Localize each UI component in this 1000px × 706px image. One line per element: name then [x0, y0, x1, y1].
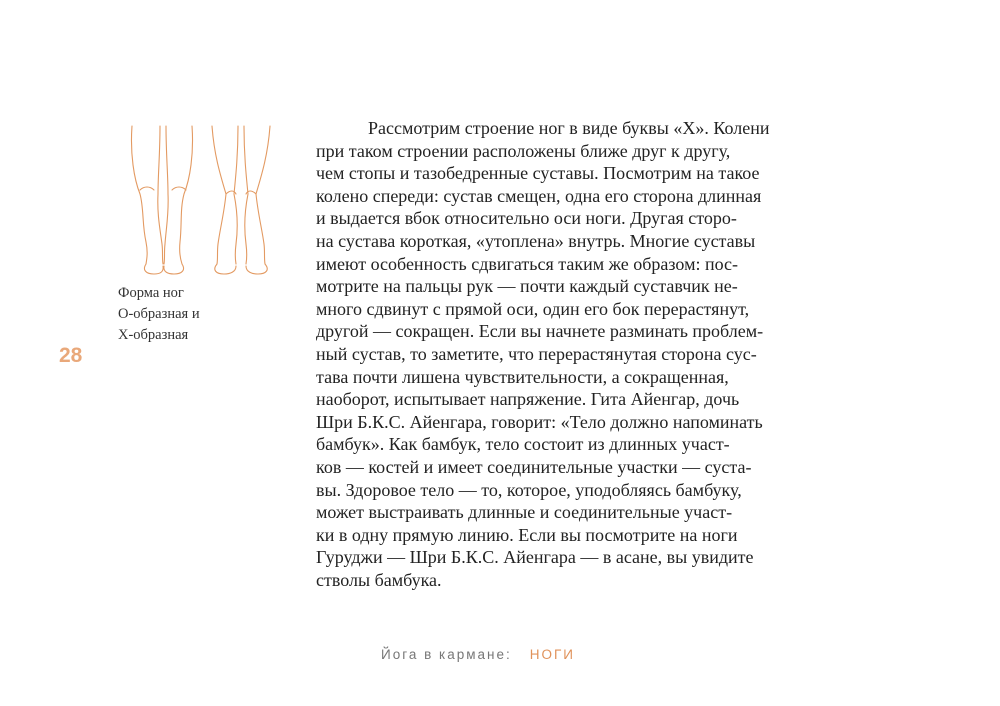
text-line: тава почти лишена чувствительности, а сокращенная, [316, 366, 729, 387]
caption-line: Х-образная [118, 327, 189, 343]
caption-line: О-образная и [118, 306, 200, 322]
text-line: бамбук». Как бамбук, тело состоит из длинных участ- [316, 434, 730, 455]
text-line: имеют особенность сдвигаться таким же образом: пос- [316, 253, 739, 274]
text-line: ков — костей и имеет соединительные участки — суста- [316, 456, 752, 477]
text-line: ный сустав, то заметите, что перерастянутая сторона сус- [316, 343, 757, 364]
text-line: при таком строении расположены ближе друг к другу, [316, 140, 731, 161]
text-line: и выдается вбок относительно оси ноги. Другая сторо- [316, 208, 737, 229]
figure-caption [118, 283, 200, 346]
caption-line: Форма ног [118, 285, 184, 301]
o-shaped-legs [131, 126, 192, 274]
book-title: Йога в кармане: [381, 647, 512, 662]
text-line: другой — сокращен. Если вы начнете разминать проблем- [316, 321, 764, 342]
legs-illustration [120, 124, 280, 276]
text-line: много сдвинут с прямой оси, один его бок перерастянут, [316, 298, 750, 319]
text-line: Гуруджи — Шри Б.К.С. Айенгара — в асане, вы увидите [316, 547, 754, 568]
legs-illustration-icon [120, 124, 280, 276]
x-shaped-legs [212, 126, 270, 274]
text-line: стволы бамбука. [316, 569, 442, 590]
body-paragraph [316, 117, 876, 591]
text-line: мотрите на пальцы рук — почти каждый суставчик не- [316, 276, 738, 297]
text-line: на сустава короткая, «утоплена» внутрь. Многие суставы [316, 230, 756, 251]
text-line: наоборот, испытывает напряжение. Гита Айенгар, дочь [316, 389, 740, 410]
text-line: Рассмотрим строение ног в виде буквы «Х». Колени [368, 118, 770, 138]
text-line: чем стопы и тазобедренные суставы. Посмотрим на такое [316, 163, 760, 184]
text-line: ки в одну прямую линию. Если вы посмотрите на ноги [316, 524, 738, 545]
text-line: вы. Здоровое тело — то, которое, уподобляясь бамбуку, [316, 479, 742, 500]
page-number: 28 [59, 344, 83, 367]
running-footer [381, 647, 575, 662]
text-line: может выстраивать длинные и соединительные участ- [316, 502, 733, 523]
text-line: колено спереди: сустав смещен, одна его сторона длинная [316, 185, 762, 206]
section-title: НОГИ [529, 647, 576, 662]
text-line: Шри Б.К.С. Айенгара, говорит: «Тело должно напоминать [316, 411, 763, 432]
